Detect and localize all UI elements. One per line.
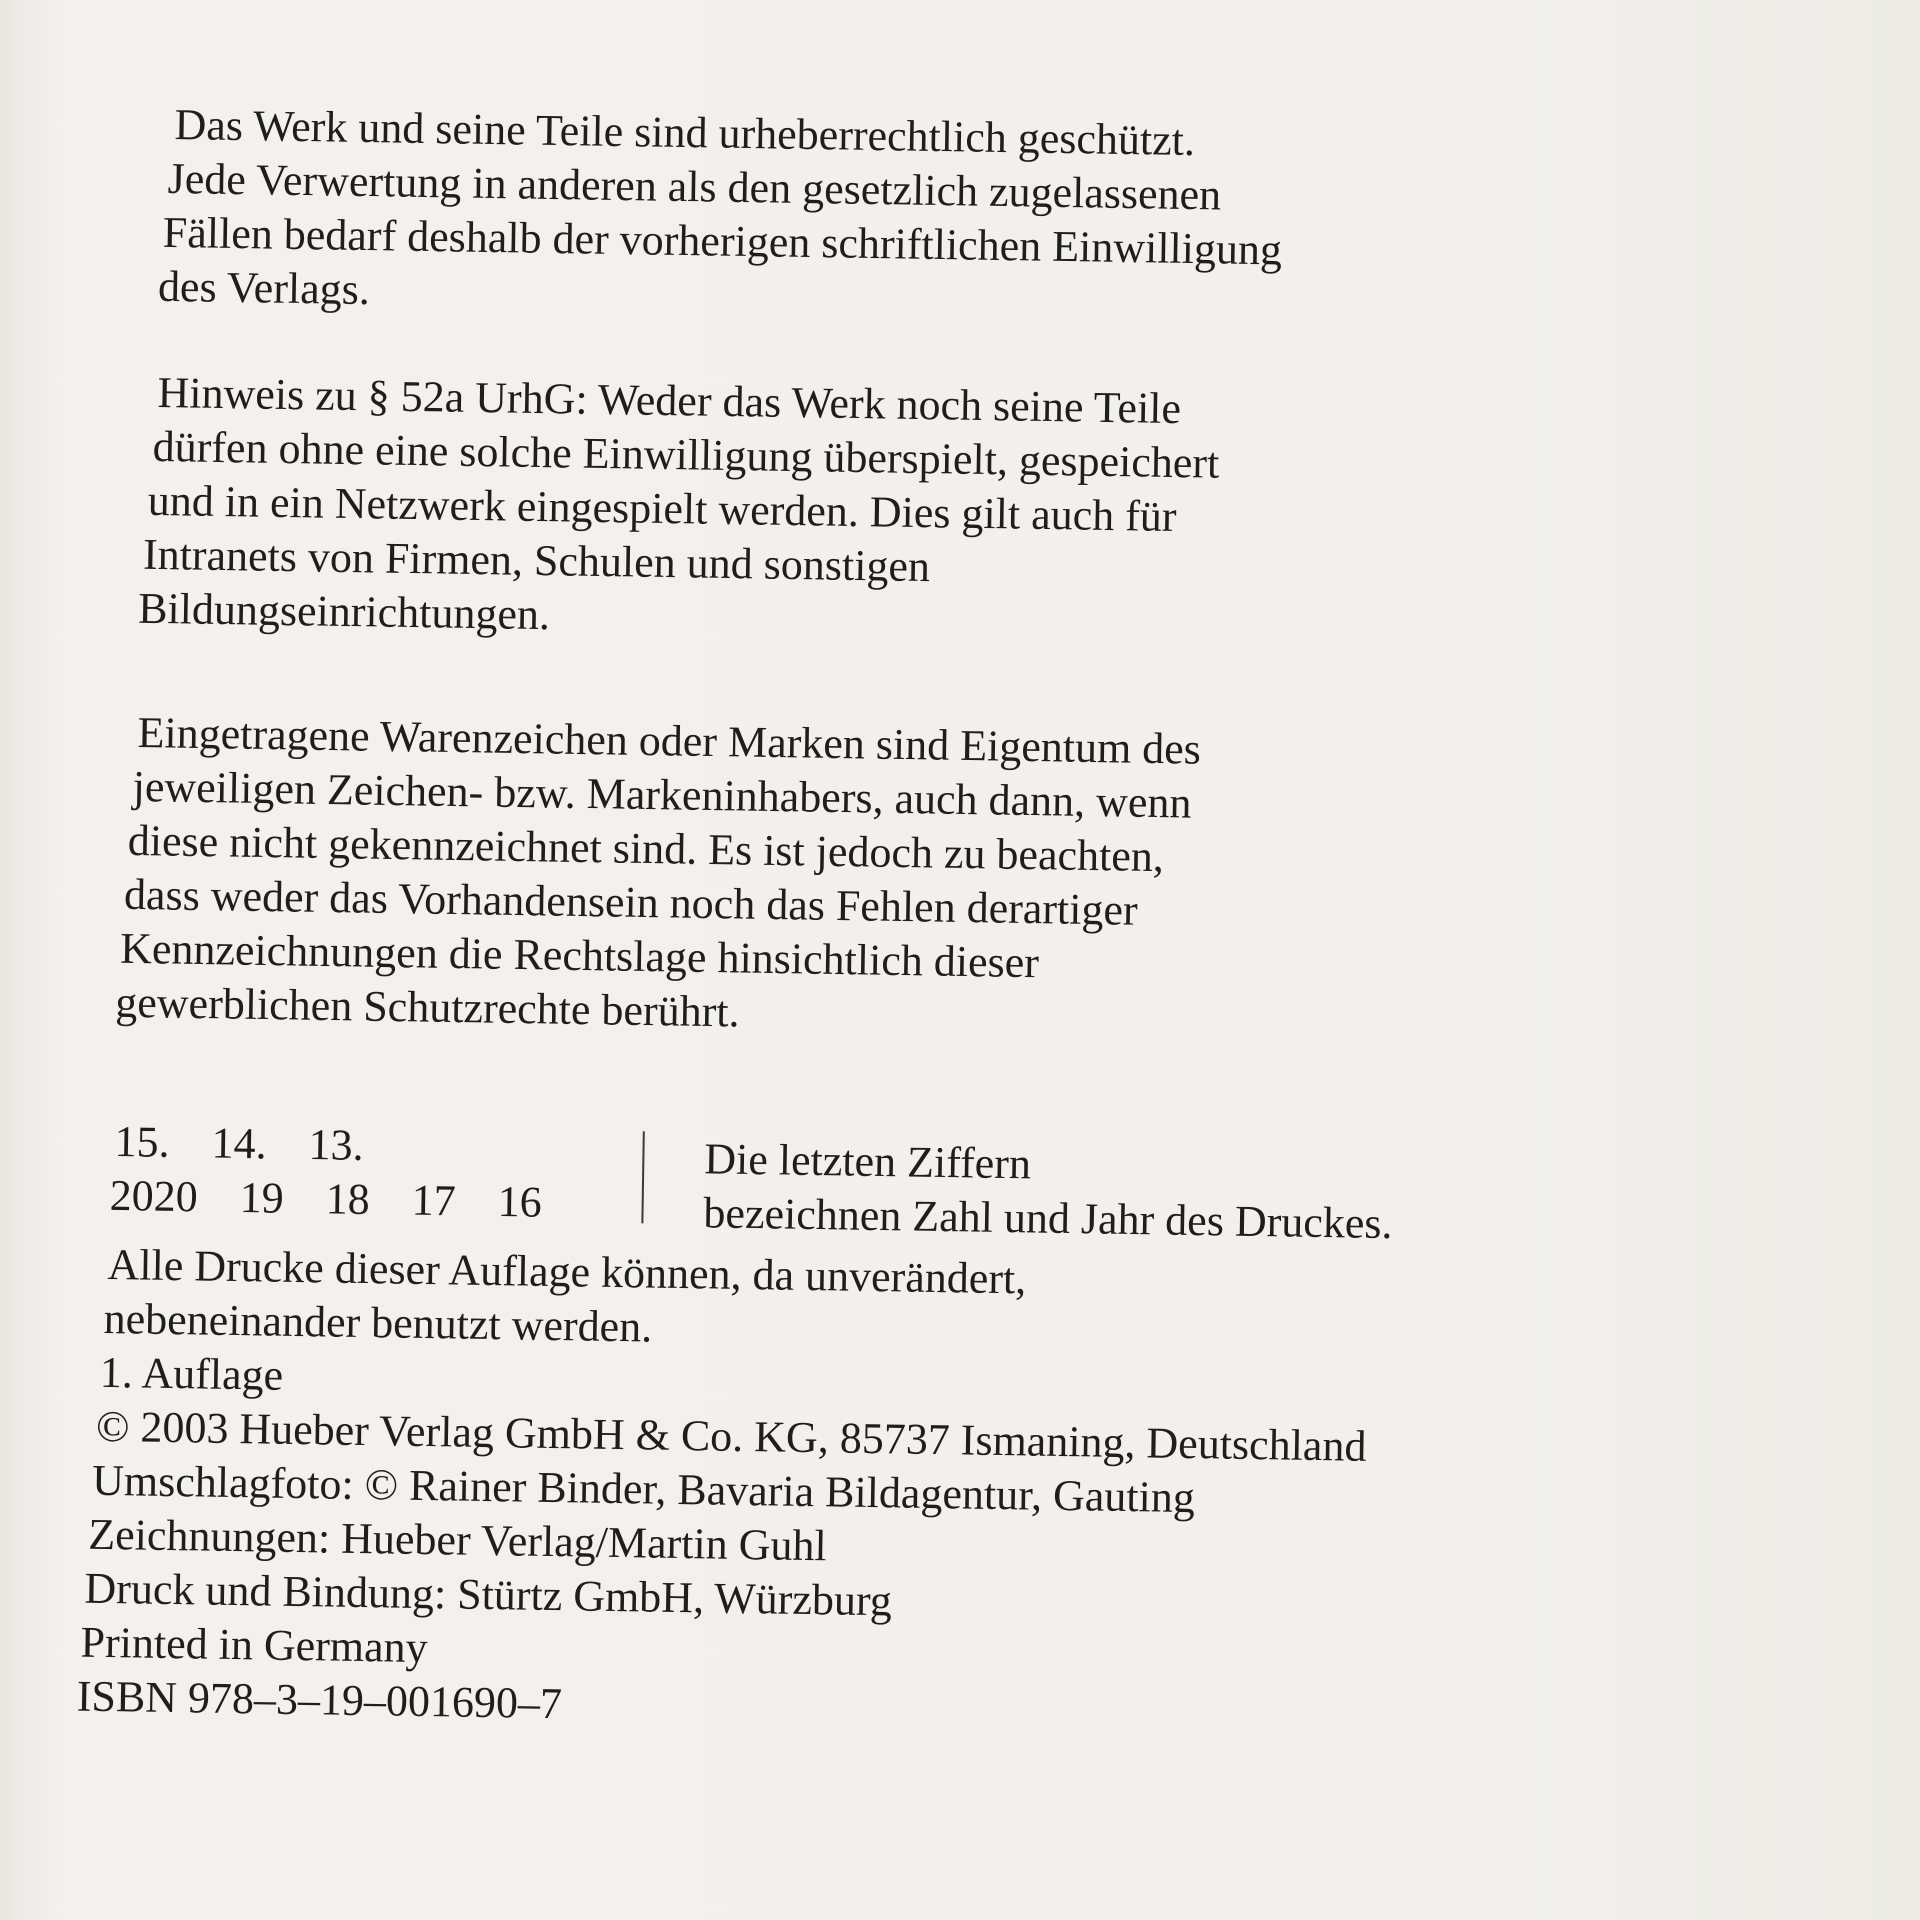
urhg-notice [137, 366, 1221, 653]
edition-number: 15. [114, 1116, 170, 1167]
urhg-line: Hinweis zu § 52a UrhG: Weder das Werk noch seine Teile [157, 367, 1182, 434]
urhg-line: und in ein Netzwerk eingespielt werden. Dies gilt auch für [147, 475, 1177, 542]
edition-number: 14. [211, 1118, 267, 1169]
copyright-notice [157, 98, 1284, 331]
print-run-info [109, 1115, 1615, 1249]
year-number: 17 [411, 1175, 457, 1226]
print-digits [109, 1115, 585, 1230]
urhg-line: Intranets von Firmen, Schulen und sonstigen [142, 529, 931, 592]
cover-photo-credit: Umschlagfoto: © Rainer Binder, Bavaria Bildagentur, Gauting [91, 1455, 1196, 1523]
year-number: 18 [325, 1174, 371, 1225]
printed-in: Printed in Germany [80, 1617, 429, 1673]
year-number: 19 [239, 1172, 285, 1223]
copyright-line: des Verlags. [157, 261, 371, 315]
trademark-line: Eingetragene Warenzeichen oder Marken sind Eigentum des [137, 707, 1202, 774]
trademark-line: dass weder das Vorhandensein noch das Fehlen derartiger [123, 869, 1139, 935]
isbn: ISBN 978–3–19–001690–7 [76, 1671, 563, 1729]
trademark-line: gewerblichen Schutzrechte berührt. [114, 977, 740, 1037]
year-number: 2020 [109, 1170, 199, 1222]
illustration-credit: Zeichnungen: Hueber Verlag/Martin Guhl [87, 1509, 828, 1571]
digits-explanation-line: bezeichnen Zahl und Jahr des Druckes. [703, 1188, 1393, 1249]
urhg-line: dürfen ohne eine solche Einwilligung überspielt, gespeichert [152, 421, 1220, 488]
trademark-line: diese nicht gekennzeichnet sind. Es ist jedoch zu beachten, [127, 815, 1165, 882]
year-numbers [109, 1169, 584, 1230]
urhg-line: Bildungseinrichtungen. [137, 583, 551, 640]
printer-credit: Druck und Bindung: Stürtz GmbH, Würzburg [84, 1563, 893, 1626]
imprint-line: Alle Drucke dieser Auflage können, da unverändert, [107, 1239, 1027, 1304]
edition-label: 1. Auflage [99, 1347, 284, 1400]
imprint-line: nebeneinander benutzt werden. [103, 1293, 653, 1352]
copyright-line: Das Werk und seine Teile sind urheberrechtlich geschützt. [174, 99, 1196, 166]
digits-explanation [703, 1132, 1394, 1251]
vertical-divider [641, 1131, 644, 1223]
trademark-line: jeweiligen Zeichen- bzw. Markeninhabers, auch dann, wenn [132, 761, 1192, 828]
trademark-line: Kennzeichnungen die Rechtslage hinsichtlich dieser [119, 923, 1040, 988]
imprint [76, 1238, 1369, 1744]
year-number: 16 [497, 1177, 543, 1227]
trademark-notice [114, 706, 1202, 1047]
edition-number: 13. [308, 1120, 364, 1170]
publisher-copyright: © 2003 Hueber Verlag GmbH & Co. KG, 85737 Ismaning, Deutschland [95, 1401, 1367, 1471]
copyright-line: Fällen bedarf deshalb der vorherigen schriftlichen Einwilligung [162, 207, 1283, 275]
edition-numbers [114, 1115, 585, 1176]
digits-explanation-line: Die letzten Ziffern [704, 1134, 1032, 1189]
copyright-line: Jede Verwertung in anderen als den gesetzlich zugelassenen [167, 153, 1222, 220]
